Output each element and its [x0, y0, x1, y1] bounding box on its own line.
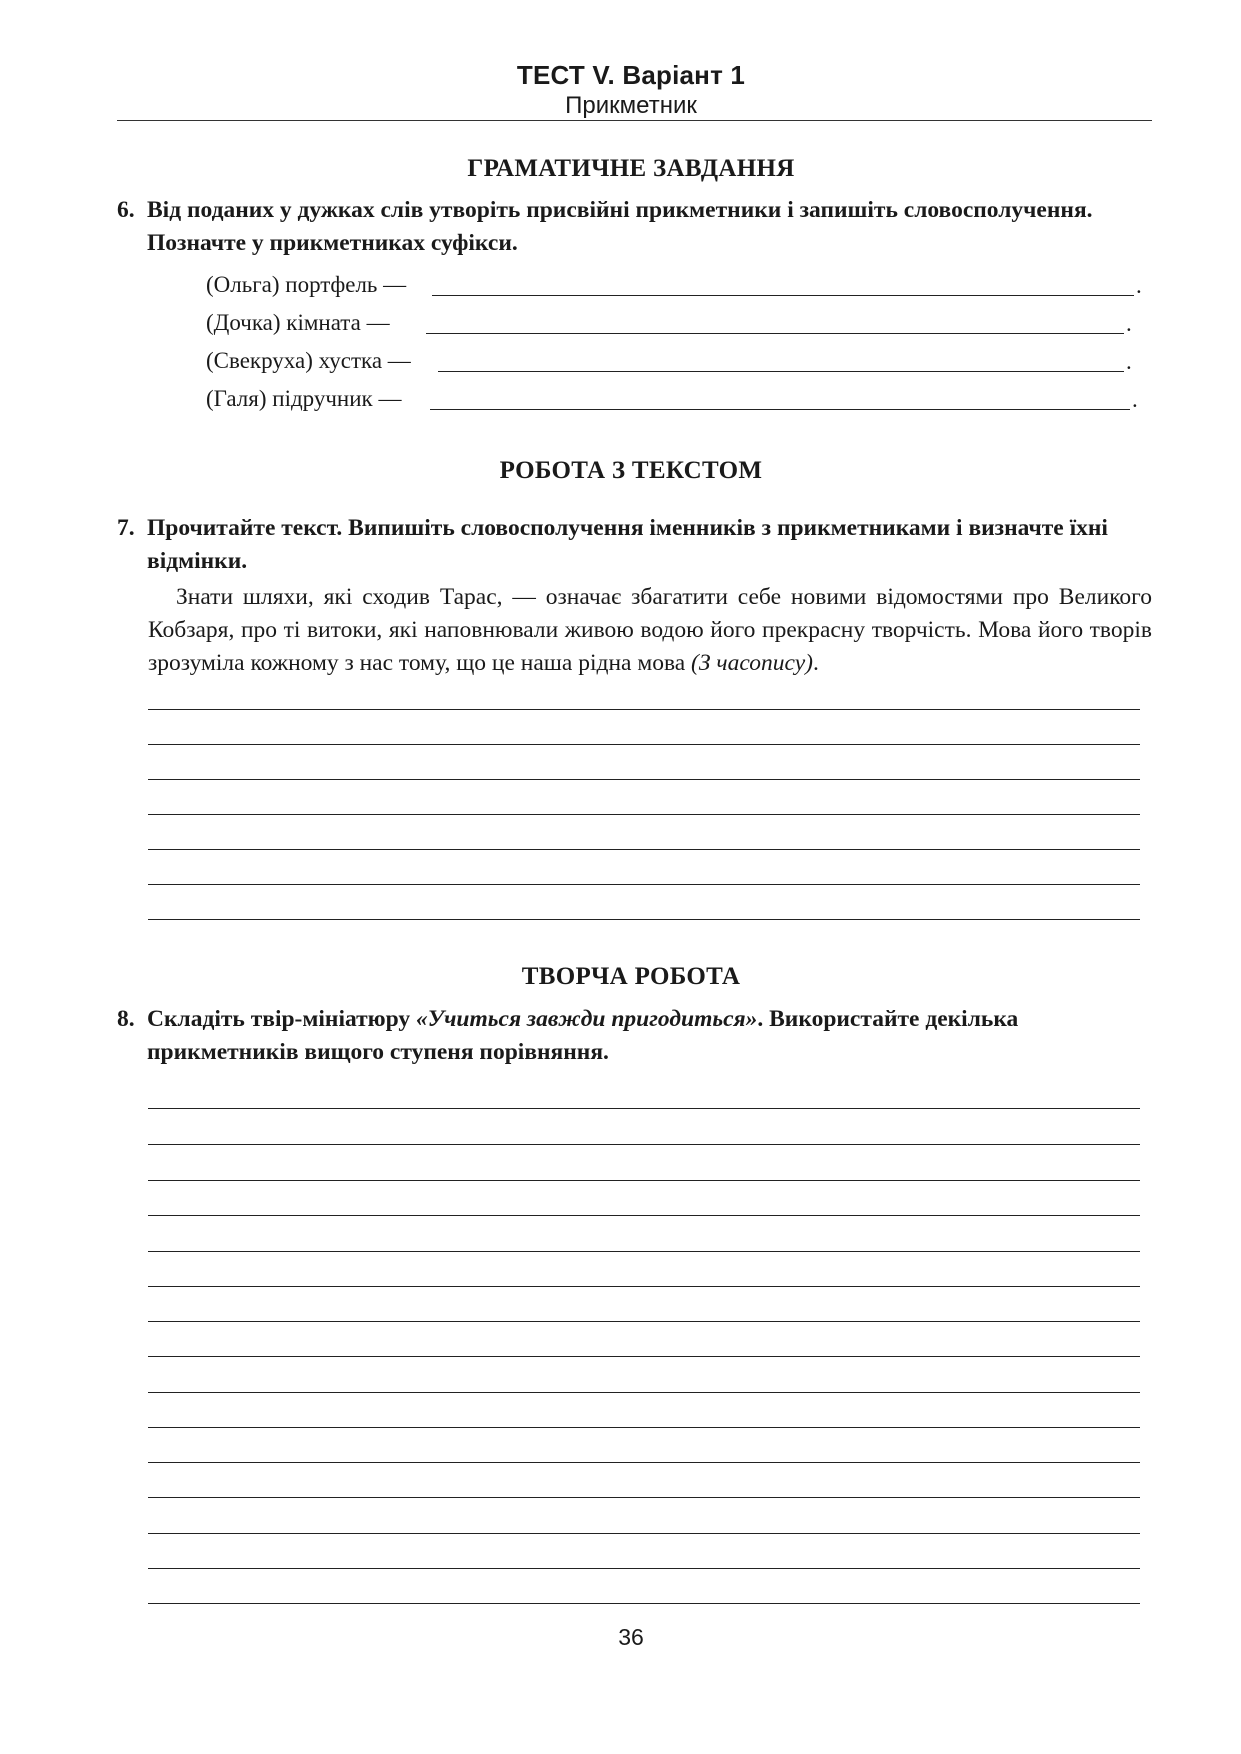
fill-row-label: (Ольга) портфель — [206, 272, 407, 297]
answer-line[interactable] [148, 884, 1140, 885]
section-title-creative-work: ТВОРЧА РОБОТА [521, 963, 741, 990]
answer-line[interactable] [148, 814, 1140, 815]
page-subtitle: Прикметник [565, 92, 697, 119]
reading-text-body: Знати шляхи, які сходив Тарас, — означає збагатити себе новими відомостями про Великого Кобзаря, про ті витоки, які наповнювали живою водою його прекрасну творчість. Мова його творів зрозуміла кожному з нас тому, що це наша рідна мова [148, 584, 1152, 676]
answer-blank[interactable] [438, 370, 1124, 372]
task-text-line1: Від поданих у дужках слів утворіть присвійні прикметники і запишіть словосполучення. [147, 197, 1093, 223]
answer-line[interactable] [148, 1497, 1140, 1498]
answer-line[interactable] [148, 1568, 1140, 1569]
task-number: 6. [117, 197, 135, 223]
reading-text: Знати шляхи, які сходив Тарас, — означає збагатити себе новими відомостями про Великого Кобзаря, про ті витоки, які наповнювали живою водою його прекрасну творчість. Мова його творів зрозуміла кожному з нас тому, що це наша рідна мова (З часопису). [148, 584, 1152, 676]
answer-line[interactable] [148, 1215, 1140, 1216]
task-8-instructions [117, 1003, 1152, 1069]
page-number: 36 [618, 1624, 644, 1650]
answer-line[interactable] [148, 1392, 1140, 1393]
task-text-line1-a: Складіть твір-мініатюру [147, 1006, 411, 1032]
answer-line[interactable] [148, 779, 1140, 780]
fill-row-3: (Свекруха) хустка — . [206, 348, 1132, 374]
task-number: 7. [117, 515, 135, 541]
answer-line[interactable] [148, 1144, 1140, 1145]
task-6-instructions [117, 194, 1152, 260]
task-7-instructions [117, 512, 1152, 578]
answer-line[interactable] [148, 849, 1140, 850]
fill-row-label: (Дочка) кімната — [206, 310, 390, 335]
answer-line[interactable] [148, 1180, 1140, 1181]
header-divider [117, 120, 1152, 121]
answer-blank[interactable] [432, 294, 1134, 296]
answer-line[interactable] [148, 1286, 1140, 1287]
task-text-line2: прикметників вищого ступеня порівняння. [147, 1039, 609, 1065]
answer-line[interactable] [148, 709, 1140, 710]
answer-line[interactable] [148, 1321, 1140, 1322]
fill-row-1: (Ольга) портфель — . [206, 272, 1142, 298]
answer-line[interactable] [148, 1108, 1140, 1109]
page-title: ТЕСТ V. Варіант 1 [516, 60, 746, 90]
answer-line[interactable] [148, 1462, 1140, 1463]
fill-row-2: (Дочка) кімната — . [206, 310, 1132, 336]
fill-row-label: (Свекруха) хустка — [206, 348, 411, 373]
task-text-line1: Прочитайте текст. Випишіть словосполучення іменників з прикметниками і визначте їхні [147, 515, 1108, 541]
reading-text-source: (З часопису) [691, 650, 813, 676]
task-text-line2: відмінки. [147, 548, 248, 574]
essay-topic: «Учиться завжди пригодиться» [416, 1006, 758, 1032]
answer-line[interactable] [148, 1427, 1140, 1428]
answer-line[interactable] [148, 1251, 1140, 1252]
answer-line[interactable] [148, 1356, 1140, 1357]
answer-line[interactable] [148, 919, 1140, 920]
task-text-line1-b: . Використайте декілька [757, 1006, 1019, 1032]
section-title-grammar: ГРАМАТИЧНЕ ЗАВДАННЯ [467, 155, 795, 182]
fill-row-4: (Галя) підручник — . [206, 386, 1138, 412]
answer-line[interactable] [148, 1603, 1140, 1604]
answer-line[interactable] [148, 1533, 1140, 1534]
fill-row-label: (Галя) підручник — [206, 386, 402, 411]
section-title-text-work: РОБОТА З ТЕКСТОМ [499, 457, 763, 484]
answer-blank[interactable] [426, 332, 1124, 334]
answer-line[interactable] [148, 744, 1140, 745]
task-number: 8. [117, 1006, 135, 1032]
answer-blank[interactable] [430, 408, 1130, 410]
task-text-line2: Позначте у прикметниках суфікси. [147, 230, 518, 256]
